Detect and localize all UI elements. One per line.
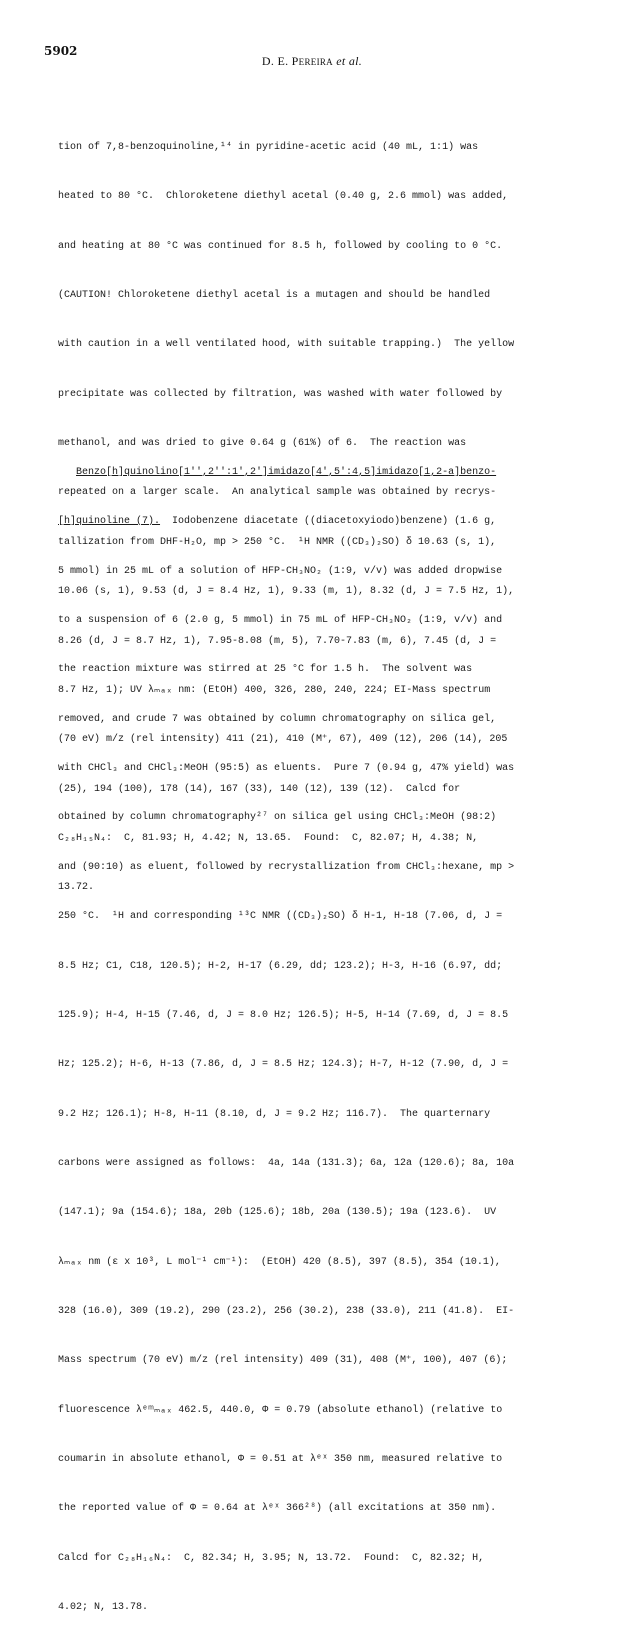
text-line: (147.1); 9a (154.6); 18a, 20b (125.6); 18b, 20a (130.5); 19a (123.6). UV: [58, 1207, 497, 1219]
text-line: 328 (16.0), 309 (19.2), 290 (23.2), 256 (30.2), 238 (33.0), 211 (41.8). EI-: [58, 1306, 515, 1318]
text-line: C₂₈H₁₅N₄: C, 81.93; H, 4.42; N, 13.65. Found: C, 82.07; H, 4.38; N,: [58, 832, 479, 844]
text-line: 9.2 Hz; 126.1); H-8, H-11 (8.10, d, J = 9.2 Hz; 116.7). The quarternary: [58, 1108, 491, 1120]
text-line: the reported value of Φ = 0.64 at λᵉˣ 366²⁸) (all excitations at 350 nm).: [58, 1503, 497, 1515]
text-line: 250 °C. ¹H and corresponding ¹³C NMR ((CD₃)₂SO) δ H-1, H-18 (7.06, d, J =: [58, 911, 503, 923]
text-line: and heating at 80 °C was continued for 8.5 h, followed by cooling to 0 °C.: [58, 240, 503, 252]
text-line: heated to 80 °C. Chloroketene diethyl acetal (0.40 g, 2.6 mmol) was added,: [58, 191, 509, 203]
text-line: Calcd for C₂₈H₁₆N₄: C, 82.34; H, 3.95; N, 13.72. Found: C, 82.32; H,: [58, 1552, 485, 1564]
text-line: and (90:10) as eluent, followed by recrystallization from CHCl₃:hexane, mp >: [58, 861, 515, 873]
page-number: 5902: [44, 44, 78, 58]
compound-title-continued: [h]quinoline (7).: [58, 516, 161, 528]
text-line: carbons were assigned as follows: 4a, 14a (131.3); 6a, 12a (120.6); 8a, 10a: [58, 1157, 515, 1169]
text-line: obtained by column chromatography²⁷ on silica gel using CHCl₃:MeOH (98:2): [58, 812, 497, 824]
text-line: 13.72.: [58, 882, 95, 894]
text-line: repeated on a larger scale. An analytical sample was obtained by recrys-: [58, 487, 497, 499]
text-line: (70 eV) m/z (rel intensity) 411 (21), 410 (M⁺, 67), 409 (12), 206 (14), 205: [58, 734, 508, 746]
experimental-paragraph-compound-7: [58, 432, 578, 1650]
text-line: 8.5 Hz; C1, C18, 120.5); H-2, H-17 (6.29, dd; 123.2); H-3, H-16 (6.97, dd;: [58, 960, 503, 972]
text-line: with caution in a well ventilated hood, with suitable trapping.) The yellow: [58, 339, 515, 351]
title-line: [58, 465, 578, 481]
text-line: Mass spectrum (70 eV) m/z (rel intensity) 409 (31), 408 (M⁺, 100), 407 (6);: [58, 1355, 508, 1367]
compound-title: Benzo[h]quinolino[1'',2'':1',2']imidazo[4',5':4,5]imidazo[1,2-a]benzo-: [76, 466, 497, 478]
text-line: (CAUTION! Chloroketene diethyl acetal is a mutagen and should be handled: [58, 289, 491, 301]
text-line: methanol, and was dried to give 0.64 g (61%) of 6. The reaction was: [58, 438, 467, 450]
text-line: with CHCl₃ and CHCl₃:MeOH (95:5) as eluents. Pure 7 (0.94 g, 47% yield) was: [58, 763, 515, 775]
text-line: tion of 7,8-benzoquinoline,¹⁴ in pyridine-acetic acid (40 mL, 1:1) was: [58, 141, 479, 153]
text-line: 8.26 (d, J = 8.7 Hz, 1), 7.95-8.08 (m, 5), 7.70-7.83 (m, 6), 7.45 (d, J =: [58, 635, 497, 647]
text-line: fluorescence λᵉᵐₘₐₓ 462.5, 440.0, Φ = 0.79 (absolute ethanol) (relative to: [58, 1404, 503, 1416]
text-line: 10.06 (s, 1), 9.53 (d, J = 8.4 Hz, 1), 9.33 (m, 1), 8.32 (d, J = 7.5 Hz, 1),: [58, 586, 515, 598]
running-head-author-initials: D. E. P: [261, 54, 299, 68]
text-line: Iodobenzene diacetate ((diacetoxyiodo)benzene) (1.6 g,: [160, 516, 497, 528]
text-line: 8.7 Hz, 1); UV λₘₐₓ nm: (EtOH) 400, 326, 280, 240, 224; EI-Mass spectrum: [58, 684, 491, 696]
text-line: the reaction mixture was stirred at 25 °C for 1.5 h. The solvent was: [58, 664, 473, 676]
text-line: (25), 194 (100), 178 (14), 167 (33), 140 (12), 139 (12). Calcd for: [58, 783, 461, 795]
text-line: 4.02; N, 13.78.: [58, 1602, 149, 1614]
text-line: coumarin in absolute ethanol, Φ = 0.51 at λᵉˣ 350 nm, measured relative to: [58, 1454, 503, 1466]
title-line: [58, 514, 578, 530]
text-line: λₘₐₓ nm (ε x 10³, L mol⁻¹ cm⁻¹): (EtOH) 420 (8.5), 397 (8.5), 354 (10.1),: [58, 1256, 501, 1268]
running-head-author-smallcaps: EREIRA: [298, 57, 333, 67]
text-line: to a suspension of 6 (2.0 g, 5 mmol) in 75 mL of HFP-CH₃NO₂ (1:9, v/v) and: [58, 614, 503, 626]
running-head: [0, 54, 624, 69]
text-line: Hz; 125.2); H-6, H-13 (7.86, d, J = 8.5 Hz; 124.3); H-7, H-12 (7.90, d, J =: [58, 1059, 509, 1071]
text-line: 5 mmol) in 25 mL of a solution of HFP-CH₃NO₂ (1:9, v/v) was added dropwise: [58, 565, 503, 577]
running-head-et-al: et al.: [332, 54, 363, 68]
text-line: tallization from DHF-H₂O, mp > 250 °C. ¹H NMR ((CD₃)₂SO) δ 10.63 (s, 1),: [58, 536, 497, 548]
text-line: removed, and crude 7 was obtained by column chromatography on silica gel,: [58, 713, 497, 725]
text-line: precipitate was collected by filtration, was washed with water followed by: [58, 388, 503, 400]
text-line: 125.9); H-4, H-15 (7.46, d, J = 8.0 Hz; 126.5); H-5, H-14 (7.69, d, J = 8.5: [58, 1009, 509, 1021]
